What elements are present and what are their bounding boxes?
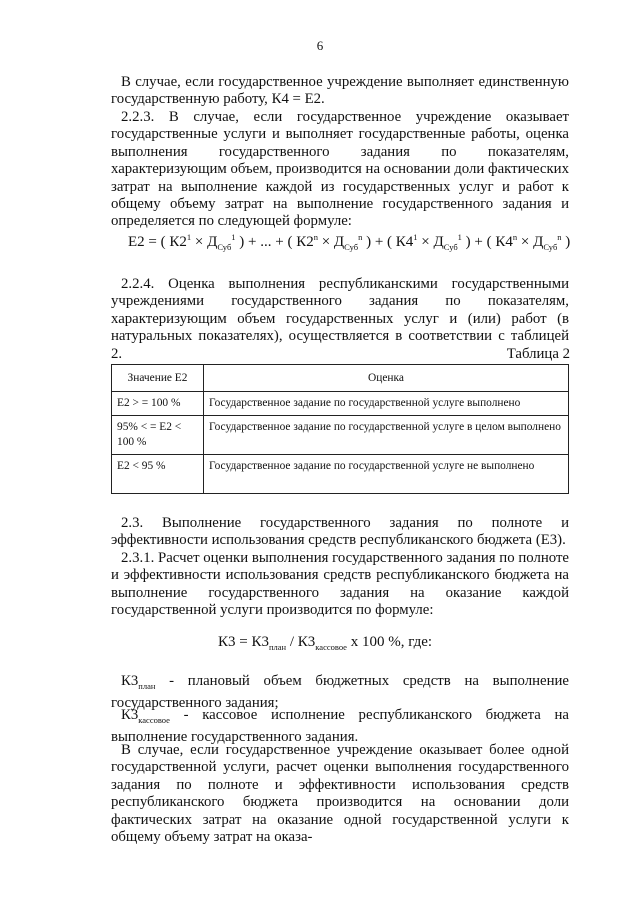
paragraph-2-2-3: 2.2.3. В случае, если государственное учреждение оказывает государственные услуги и выполняет государственные работы, оценка выполнения государственного задания по показателям, характеризующим объем, производится на основании доли фактических затрат на выполнение каждой из государственных услуг и работ к общему объему затрат на выполнение государственного задания и определяется по следующей формуле: [111,109,569,230]
paragraph-2-3: 2.3. Выполнение государственного задания по полноте и эффективности использования средств республиканского бюджета (Е3). [111,515,569,549]
table-row [112,455,569,494]
table-cell: Е2 > = 100 % [112,392,204,416]
table-cell: 95% < = Е2 < 100 % [112,416,204,455]
table-cell: Государственное задание по государственной услуге выполнено [204,392,569,416]
table-header-row [112,365,569,392]
formula-k3: $К3 = К3_{план} / К3_{кассовое}$ х 100 %, где: [218,634,433,652]
table-cell: Государственное задание по государственной услуге в целом выполнено [204,416,569,455]
paragraph-1: В случае, если государственное учреждение выполняет единственную государственную работу, К4 = Е2. [111,74,569,108]
table-caption: Таблица 2 [506,346,570,362]
paragraph-2-3-1: 2.3.1. Расчет оценки выполнения государственного задания по полноте и эффективности использования средств республиканского бюджета на выполнение государственного задания на оказание каждой государственной услуги производится по формуле: [111,550,569,619]
definition-k3-kassovoe: $К3_{кассовое}$ - кассовое исполнение республиканского бюджета на выполнение государственного задания. [111,707,569,746]
table-row [112,416,569,455]
definition-k3-plan: $К3_{план}$ - плановый объем бюджетных средств на выполнение государственного задания; [111,673,569,712]
formula-e2: Е2 = ( $К2^1 \times Д_{Суб}^1$ ) + ... + ( $К2^n \times Д_{Суб}^n$ ) + ( $К4^1 \times Д_{Суб}^1$ ) + ( $К4^n \times Д_{Суб}^n$ ) [128,232,571,252]
paragraph-final: В случае, если государственное учреждение оказывает более одной государственной услуги, расчет оценки выполнения государственного задания по полноте и эффективности использования средств республиканского бюджета производится на основании доли фактических затрат на оказание одной государственной услуги к общему объему затрат на оказа- [111,742,569,846]
table-row [112,392,569,416]
table-2 [111,364,569,494]
table-cell: Государственное задание по государственной услуге не выполнено [204,455,569,494]
paragraph-2-2-4: 2.2.4. Оценка выполнения республиканскими государственными учреждениями государственного задания по показателям, характеризующим объем государственных услуг и (или) работ (в натуральных показателях), осуществляется в соответствии с таблицей 2. [111,276,569,362]
table-cell: Е2 < 95 % [112,455,204,494]
page-number: 6 [316,38,324,53]
table-header-cell: Оценка [204,365,569,392]
table-header-cell: Значение Е2 [112,365,204,392]
